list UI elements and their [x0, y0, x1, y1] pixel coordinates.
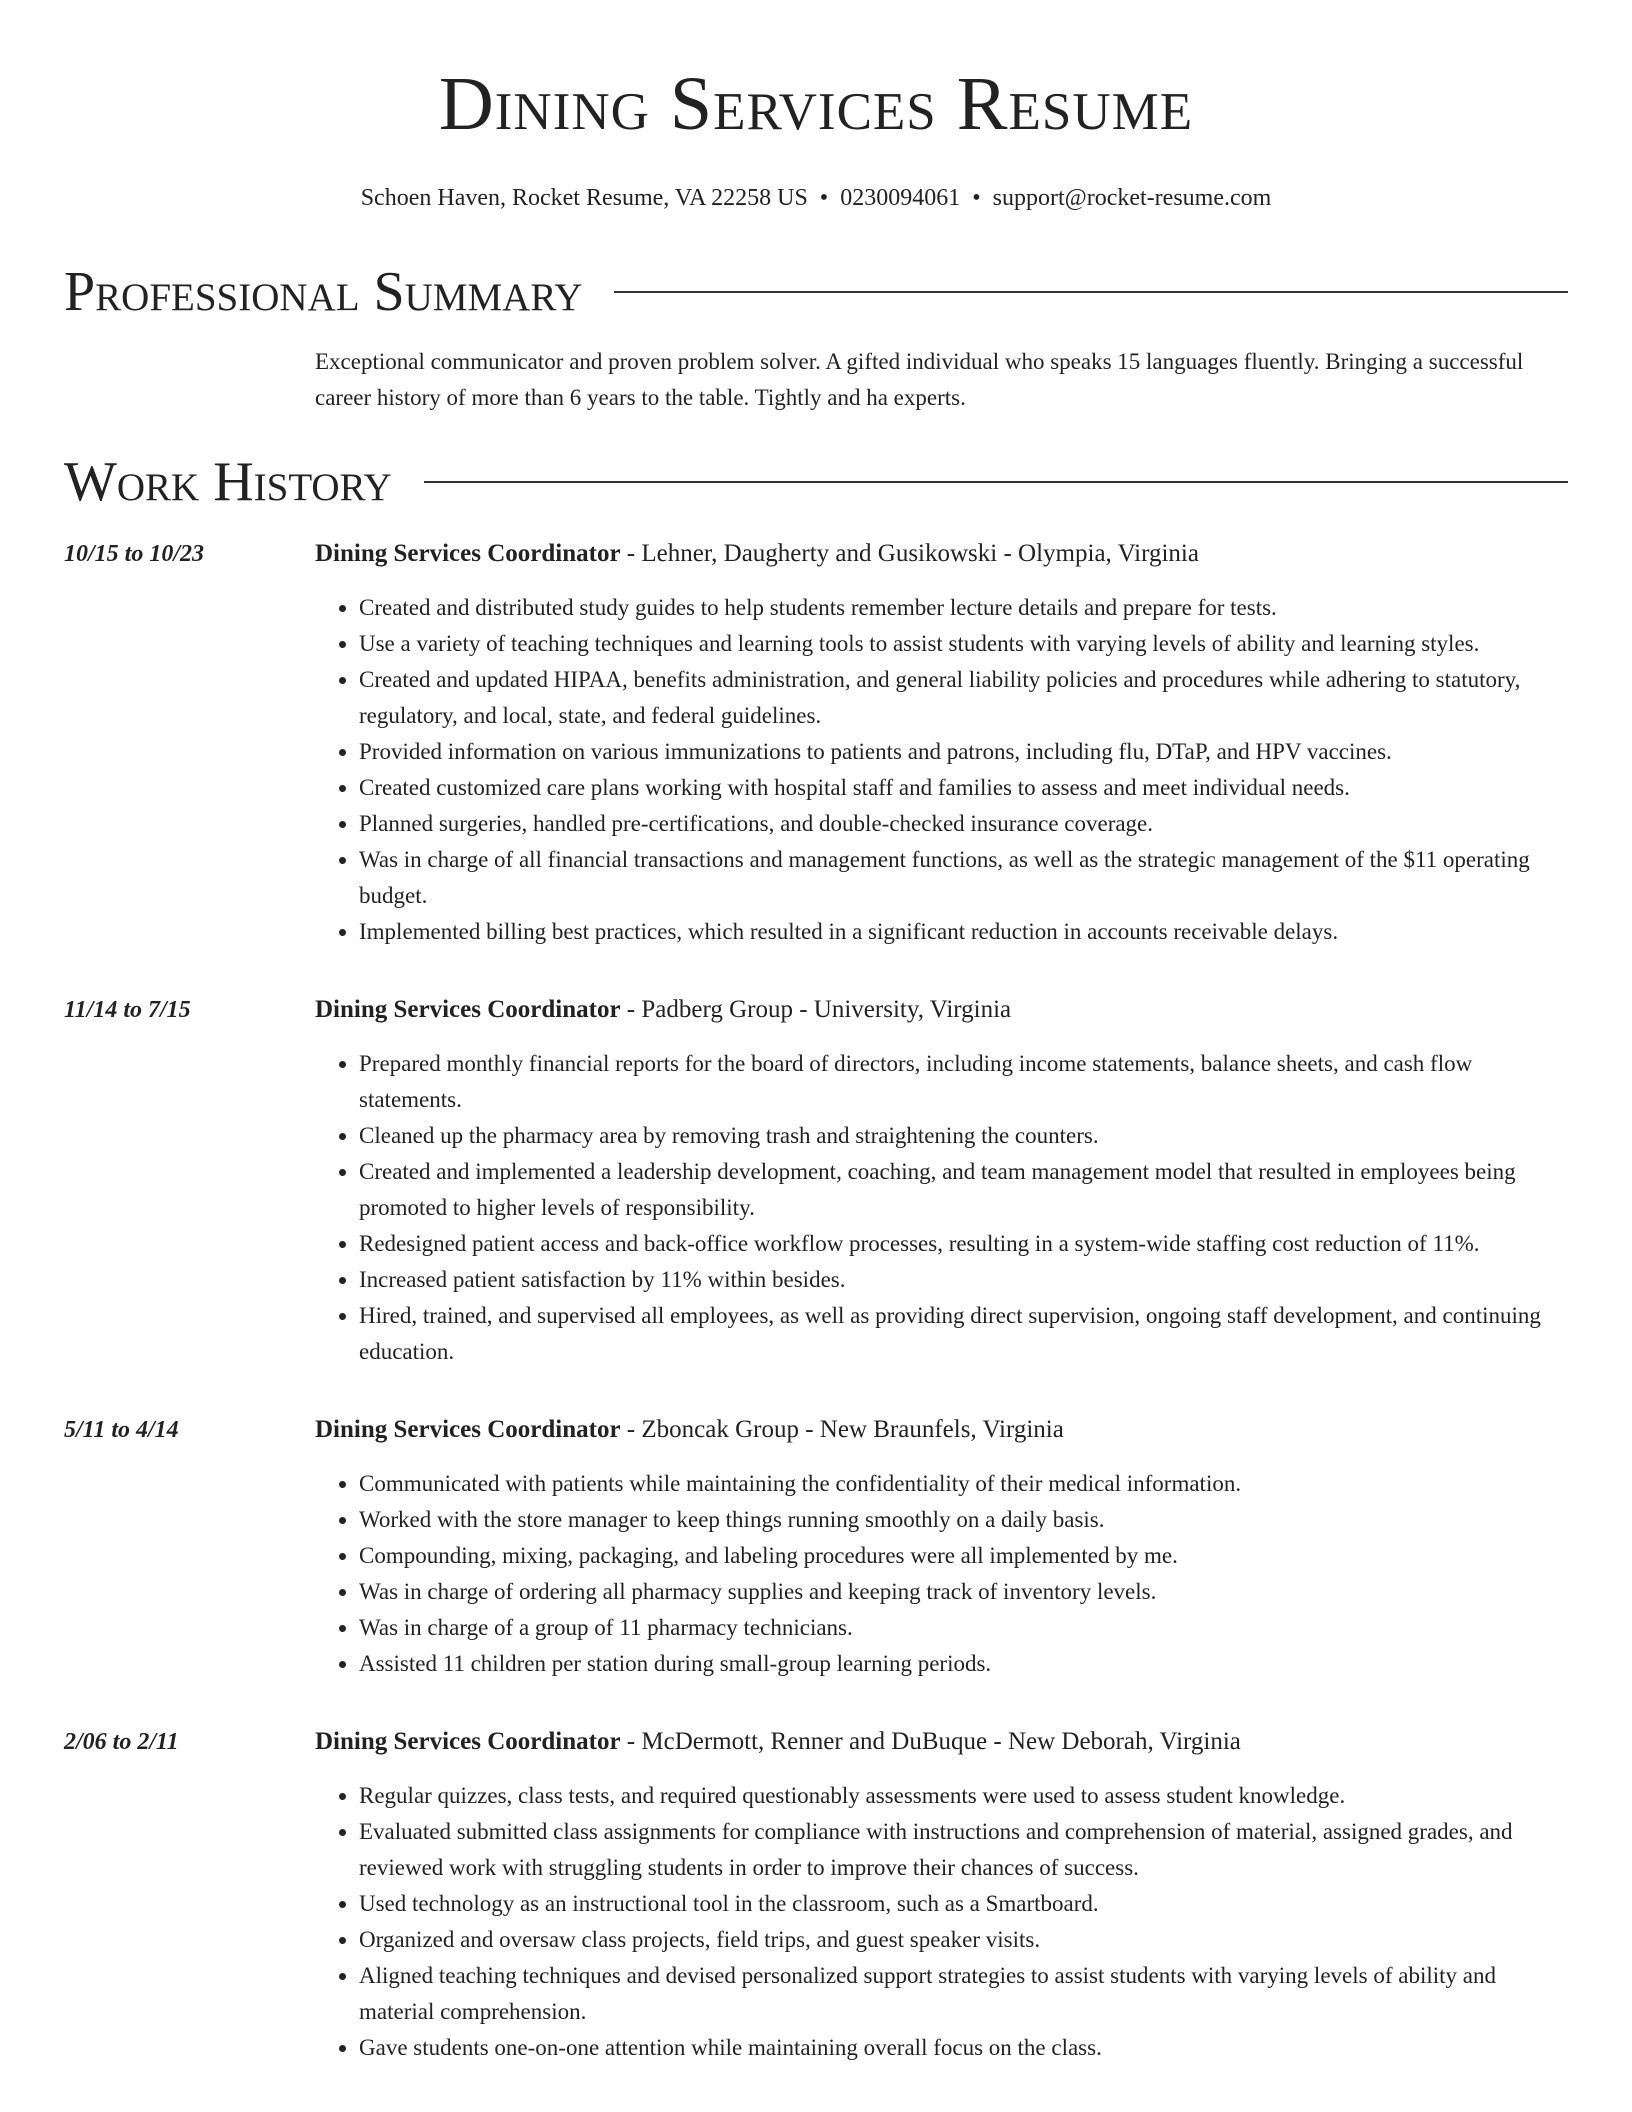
job-employer-location: - Lehner, Daugherty and Gusikowski - Olympia, Virginia: [620, 540, 1199, 567]
contact-address: Schoen Haven, Rocket Resume, VA 22258 US: [360, 185, 808, 211]
job-body: [315, 538, 1568, 950]
job-bullet: • Assisted 11 children per station during small-group learning periods.: [359, 1646, 1568, 1682]
job-body: [315, 1414, 1568, 1682]
job-bullet: • Compounding, mixing, packaging, and labeling procedures were all implemented by me.: [359, 1538, 1568, 1574]
work-history-heading: Work History: [64, 451, 392, 513]
contact-email: support@rocket-resume.com: [992, 185, 1272, 211]
job-heading: [315, 1726, 1568, 1758]
job-heading: [315, 538, 1568, 570]
job-dates: 5/11 to 4/14: [64, 1417, 179, 1443]
job-bullet: • Gave students one-on-one attention while maintaining overall focus on the class.: [359, 2030, 1568, 2066]
resume-title: Dining Services Resume: [438, 62, 1194, 146]
job-bullet: • Implemented billing best practices, which resulted in a significant reduction in accounts receivable delays.: [359, 914, 1568, 950]
job-bullet: • Increased patient satisfaction by 11% within besides.: [359, 1262, 1568, 1298]
summary-text: Exceptional communicator and proven problem solver. A gifted individual who speaks 15 languages fluently. Bringing a successful career history of more than 6 years to the table. Tightly and ha experts.: [315, 349, 1524, 410]
job-bullet: • Evaluated submitted class assignments for compliance with instructions and comprehension of material, assigned grades, and reviewed work with struggling students in order to improve their chances of success.: [359, 1814, 1568, 1886]
job-entry: [64, 1726, 1568, 2066]
job-bullet: • Communicated with patients while maintaining the confidentiality of their medical information.: [359, 1466, 1568, 1502]
job-bullet: • Was in charge of all financial transactions and management functions, as well as the strategic management of the $11 operating budget.: [359, 842, 1568, 914]
contact-separator: •: [819, 185, 829, 211]
contact-line: [64, 182, 1568, 214]
job-bullet-list: [315, 1466, 1568, 1682]
job-bullet: • Created and implemented a leadership development, coaching, and team management model that resulted in employees being promoted to higher levels of responsibility.: [359, 1154, 1568, 1226]
section-divider: [614, 291, 1568, 293]
job-bullet: • Created customized care plans working with hospital staff and families to assess and meet individual needs.: [359, 770, 1568, 806]
job-body: [315, 1726, 1568, 2066]
job-bullet: • Worked with the store manager to keep things running smoothly on a daily basis.: [359, 1502, 1568, 1538]
job-bullet: • Use a variety of teaching techniques and learning tools to assist students with varying levels of ability and learning styles.: [359, 626, 1568, 662]
job-heading: [315, 994, 1568, 1026]
job-bullet: • Cleaned up the pharmacy area by removing trash and straightening the counters.: [359, 1118, 1568, 1154]
job-role: Dining Services Coordinator: [315, 540, 621, 567]
job-bullet-list: [315, 1778, 1568, 2066]
job-body: [315, 994, 1568, 1370]
job-bullet: • Was in charge of a group of 11 pharmacy technicians.: [359, 1610, 1568, 1646]
summary-section-header: [64, 260, 1568, 324]
job-bullet: • Provided information on various immunizations to patients and patrons, including flu, DTaP, and HPV vaccines.: [359, 734, 1568, 770]
job-bullet: • Aligned teaching techniques and devised personalized support strategies to assist students with varying levels of ability and material comprehension.: [359, 1958, 1568, 2030]
job-dates: 10/15 to 10/23: [64, 541, 205, 567]
job-employer-location: - McDermott, Renner and DuBuque - New Deborah, Virginia: [620, 1728, 1241, 1755]
job-dates: 11/14 to 7/15: [64, 997, 191, 1023]
job-bullet: • Planned surgeries, handled pre-certifications, and double-checked insurance coverage.: [359, 806, 1568, 842]
job-bullet: • Hired, trained, and supervised all employees, as well as providing direct supervision, ongoing staff development, and continuing education.: [359, 1298, 1568, 1370]
job-entry: [64, 1414, 1568, 1682]
work-history-section-header: [64, 450, 1568, 514]
contact-phone: 0230094061: [840, 185, 961, 211]
job-dates: 2/06 to 2/11: [64, 1729, 179, 1755]
summary-heading: Professional Summary: [64, 261, 583, 323]
job-bullet: • Regular quizzes, class tests, and required questionably assessments were used to assess student knowledge.: [359, 1778, 1568, 1814]
job-bullet: • Prepared monthly financial reports for the board of directors, including income statements, balance sheets, and cash flow statements.: [359, 1046, 1568, 1118]
job-bullet: • Organized and oversaw class projects, field trips, and guest speaker visits.: [359, 1922, 1568, 1958]
job-heading: [315, 1414, 1568, 1446]
job-bullet-list: [315, 1046, 1568, 1370]
job-bullet-list: [315, 590, 1568, 950]
job-bullet: • Redesigned patient access and back-office workflow processes, resulting in a system-wide staffing cost reduction of 11%.: [359, 1226, 1568, 1262]
section-divider: [424, 481, 1568, 483]
job-role: Dining Services Coordinator: [315, 1416, 621, 1443]
job-bullet: • Created and distributed study guides to help students remember lecture details and prepare for tests.: [359, 590, 1568, 626]
job-role: Dining Services Coordinator: [315, 1728, 621, 1755]
contact-separator: •: [972, 185, 981, 211]
job-entry: [64, 994, 1568, 1370]
job-entry: [64, 538, 1568, 950]
job-employer-location: - Zboncak Group - New Braunfels, Virginia: [620, 1416, 1064, 1443]
job-bullet: • Created and updated HIPAA, benefits administration, and general liability policies and procedures while adhering to statutory, regulatory, and local, state, and federal guidelines.: [359, 662, 1568, 734]
job-employer-location: - Padberg Group - University, Virginia: [620, 996, 1012, 1023]
job-bullet: • Was in charge of ordering all pharmacy supplies and keeping track of inventory levels.: [359, 1574, 1568, 1610]
job-bullet: • Used technology as an instructional tool in the classroom, such as a Smartboard.: [359, 1886, 1568, 1922]
job-role: Dining Services Coordinator: [315, 996, 621, 1023]
